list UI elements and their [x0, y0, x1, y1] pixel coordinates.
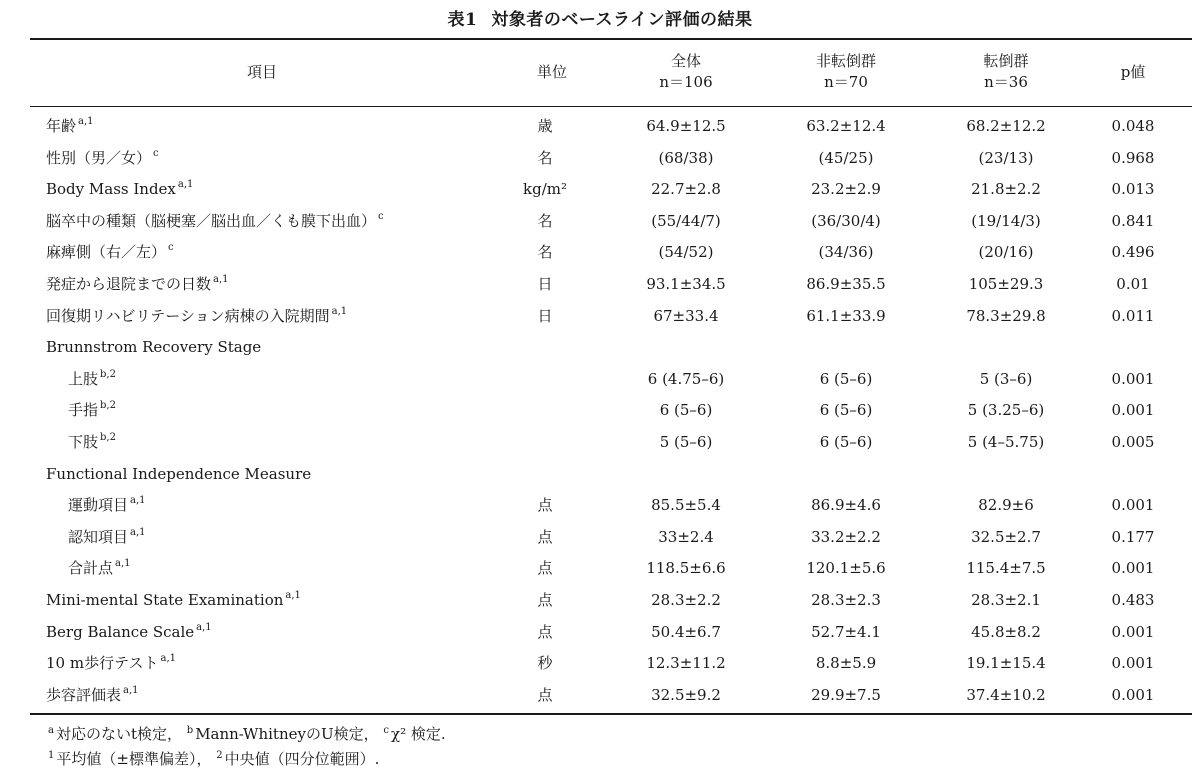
- row-fall: 115.4±7.5: [966, 559, 1046, 578]
- table-row: [0, 522, 1200, 553]
- row-unit: 名: [537, 148, 553, 167]
- row-item: [68, 369, 116, 389]
- row-all: 85.5±5.4: [651, 496, 721, 515]
- row-unit: 日: [537, 275, 553, 293]
- table-row: [0, 585, 1200, 616]
- row-fall: 68.2±12.2: [966, 117, 1046, 135]
- row-p: 0.001: [1111, 685, 1155, 704]
- table-row: [0, 111, 1200, 142]
- table-row: [0, 364, 1200, 395]
- footnote-line-1: [48, 724, 446, 744]
- row-unit: 点: [537, 685, 553, 704]
- table-row: [0, 174, 1200, 205]
- row-all: 67±33.4: [653, 306, 719, 325]
- table-row: [0, 206, 1200, 237]
- row-item: [46, 211, 384, 231]
- row-item-label: Mini-mental State Examination: [46, 591, 284, 609]
- row-unit: 点: [537, 559, 553, 578]
- row-item-footnote-mark: c: [153, 147, 159, 159]
- row-item-label: 運動項目: [68, 496, 129, 515]
- header-non-fall-label: 非転倒群: [815, 52, 877, 70]
- header-p: p値: [1120, 63, 1146, 81]
- row-p: 0.013: [1111, 180, 1155, 199]
- row-p: 0.01: [1116, 275, 1150, 293]
- row-non-fall: 23.2±2.9: [811, 180, 881, 199]
- row-unit: 歳: [537, 117, 553, 135]
- row-unit: 秒: [537, 654, 553, 673]
- row-all: 12.3±11.2: [646, 654, 726, 673]
- row-p: 0.483: [1111, 591, 1155, 609]
- row-non-fall: 120.1±5.6: [806, 559, 886, 578]
- header-non-fall-n: n＝70: [824, 73, 868, 91]
- row-item-label: 性別（男／女）: [46, 148, 152, 167]
- row-item-label: 麻痺側（右／左）: [46, 243, 167, 262]
- row-unit: 点: [537, 527, 553, 546]
- row-all: 6 (4.75–6): [647, 369, 725, 388]
- header-fall: [983, 51, 1028, 93]
- table-row: [0, 680, 1200, 711]
- row-non-fall: 52.7±4.1: [811, 622, 881, 641]
- row-item-footnote-mark: a,1: [177, 179, 194, 191]
- row-all: 50.4±6.7: [651, 622, 721, 641]
- footnote-mark-1: 1: [48, 750, 55, 761]
- row-item: [46, 622, 212, 642]
- row-item-label: Body Mass Index: [46, 180, 176, 199]
- table-label: 表1: [447, 10, 478, 30]
- table-row: [0, 553, 1200, 584]
- row-p: 0.011: [1111, 306, 1155, 325]
- row-item: [68, 432, 116, 452]
- row-fall: 78.3±29.8: [966, 306, 1046, 325]
- table-row: [0, 269, 1200, 300]
- row-all: 5 (5–6): [659, 433, 713, 451]
- header-rule: [30, 106, 1192, 107]
- row-non-fall: (36/30/4): [811, 211, 881, 230]
- row-item-label: 歩容評価表: [46, 685, 122, 704]
- row-fall: 105±29.3: [968, 275, 1044, 293]
- row-all: (55/44/7): [651, 211, 721, 230]
- row-p: 0.177: [1111, 527, 1155, 546]
- row-non-fall: 33.2±2.2: [811, 527, 881, 546]
- header-unit: 単位: [536, 63, 568, 81]
- row-item-footnote-mark: a,1: [130, 495, 146, 507]
- table-row: [0, 395, 1200, 426]
- footnote-text-c: χ² 検定.: [391, 725, 446, 743]
- row-item: [46, 337, 261, 357]
- row-unit: kg/m²: [523, 180, 567, 199]
- row-p: 0.001: [1111, 654, 1155, 673]
- row-all: 22.7±2.8: [651, 180, 721, 199]
- row-item: [46, 685, 139, 705]
- row-item-footnote-mark: a,1: [331, 305, 348, 317]
- header-all: [659, 51, 712, 93]
- row-item: [46, 653, 176, 673]
- row-item-label: Brunnstrom Recovery Stage: [46, 338, 262, 357]
- row-unit: 点: [537, 622, 553, 641]
- row-fall: 37.4±10.2: [966, 685, 1046, 704]
- row-unit: 点: [537, 496, 553, 515]
- row-all: (54/52): [658, 243, 714, 262]
- top-rule: [30, 38, 1192, 40]
- row-non-fall: 86.9±35.5: [806, 275, 886, 293]
- row-unit: 名: [537, 211, 553, 230]
- row-item: [68, 558, 131, 578]
- row-fall: (19/14/3): [971, 211, 1041, 230]
- row-item-label: 脳卒中の種類（脳梗塞／脳出血／くも膜下出血）: [46, 211, 377, 230]
- row-fall: 32.5±2.7: [971, 527, 1041, 546]
- row-fall: 5 (4–5.75): [967, 433, 1045, 451]
- row-p: 0.001: [1111, 559, 1155, 578]
- row-non-fall: 28.3±2.3: [811, 591, 881, 609]
- row-fall: 5 (3–6): [979, 369, 1033, 388]
- row-non-fall: (34/36): [818, 243, 874, 262]
- table-row: [0, 301, 1200, 332]
- header-non-fall: [816, 51, 876, 93]
- row-item-label: 手指: [68, 401, 99, 420]
- row-item-label: 認知項目: [68, 527, 129, 546]
- header-fall-label: 転倒群: [983, 52, 1029, 70]
- table-row: [0, 237, 1200, 268]
- row-fall: (23/13): [978, 148, 1034, 167]
- row-item: [46, 179, 193, 199]
- row-non-fall: (45/25): [818, 148, 874, 167]
- row-unit: 点: [537, 591, 553, 609]
- row-all: (68/38): [658, 148, 714, 167]
- row-all: 93.1±34.5: [646, 275, 726, 293]
- row-item-label: 合計点: [68, 559, 114, 578]
- row-item-label: 10 m歩行テスト: [46, 654, 159, 673]
- row-p: 0.841: [1111, 211, 1155, 230]
- row-p: 0.496: [1111, 243, 1155, 262]
- row-fall: 28.3±2.1: [971, 591, 1041, 609]
- row-item-footnote-mark: b,2: [100, 432, 116, 443]
- row-item-label: 回復期リハビリテーション病棟の入院期間: [46, 306, 330, 325]
- footnote-mark-c: c: [383, 725, 390, 736]
- row-p: 0.968: [1111, 148, 1155, 167]
- row-non-fall: 29.9±7.5: [811, 685, 881, 704]
- header-all-label: 全体: [670, 52, 702, 70]
- row-item-footnote-mark: a,1: [123, 684, 139, 696]
- row-all: 118.5±6.6: [646, 559, 726, 578]
- table-row: [0, 617, 1200, 648]
- row-item-footnote-mark: a,1: [213, 274, 229, 285]
- table-row: [0, 648, 1200, 679]
- footnote-text-a: 対応のないt検定，: [55, 725, 182, 743]
- footnote-text-2: 中央値（四分位範囲）.: [224, 750, 380, 768]
- table-row: [0, 332, 1200, 363]
- row-all: 6 (5–6): [659, 401, 713, 420]
- row-item-label: 下肢: [68, 433, 99, 451]
- row-item: [68, 400, 116, 420]
- row-item-footnote-mark: a,1: [285, 590, 301, 601]
- header-fall-n: n＝36: [984, 73, 1028, 91]
- table-row: [0, 143, 1200, 174]
- row-item-footnote-mark: a,1: [78, 116, 94, 127]
- row-item-label: 年齢: [46, 117, 77, 135]
- row-item-footnote-mark: b,2: [100, 400, 116, 412]
- row-all: 64.9±12.5: [646, 117, 726, 135]
- row-non-fall: 6 (5–6): [819, 369, 873, 388]
- row-item: [46, 242, 174, 262]
- row-item-footnote-mark: c: [168, 242, 174, 254]
- row-all: 32.5±9.2: [651, 685, 721, 704]
- row-item: [68, 527, 146, 547]
- row-fall: 19.1±15.4: [966, 654, 1046, 673]
- row-item: [46, 306, 347, 326]
- row-non-fall: 8.8±5.9: [815, 654, 877, 673]
- row-all: 33±2.4: [658, 527, 714, 546]
- row-fall: (20/16): [978, 243, 1034, 262]
- bottom-rule: [30, 713, 1192, 715]
- row-fall: 45.8±8.2: [971, 622, 1041, 641]
- row-item-footnote-mark: a,1: [160, 653, 176, 665]
- footnote-mark-2: 2: [216, 750, 223, 761]
- row-p: 0.048: [1111, 117, 1155, 135]
- row-all: 28.3±2.2: [651, 591, 721, 609]
- row-item: [46, 116, 94, 136]
- header-all-n: n＝106: [659, 73, 713, 91]
- row-unit: 名: [537, 243, 553, 262]
- row-item-label: Berg Balance Scale: [46, 622, 195, 641]
- row-p: 0.005: [1111, 433, 1155, 451]
- row-item-label: Functional Independence Measure: [46, 464, 312, 483]
- row-p: 0.001: [1111, 369, 1155, 388]
- table-title: [0, 5, 1200, 30]
- footnote-line-2: [48, 749, 379, 769]
- row-p: 0.001: [1111, 496, 1155, 515]
- row-non-fall: 6 (5–6): [819, 401, 873, 420]
- row-item-label: 上肢: [68, 369, 99, 388]
- footnote-text-b: Mann-WhitneyのU検定，: [195, 725, 379, 743]
- table-row: [0, 427, 1200, 458]
- row-item-footnote-mark: a,1: [196, 621, 212, 633]
- row-non-fall: 63.2±12.4: [806, 117, 886, 135]
- footnote-mark-b: b: [186, 725, 194, 736]
- row-p: 0.001: [1111, 401, 1155, 420]
- row-item: [46, 148, 159, 168]
- row-item-footnote-mark: b,2: [100, 368, 116, 380]
- row-non-fall: 86.9±4.6: [811, 496, 881, 515]
- footnote-text-1: 平均値（±標準偏差），: [56, 750, 212, 768]
- row-item: [46, 464, 311, 484]
- footnote-mark-a: a: [48, 725, 54, 736]
- row-item: [68, 495, 146, 515]
- header-item: 項目: [246, 63, 278, 81]
- row-fall: 21.8±2.2: [971, 180, 1041, 199]
- row-item: [46, 590, 301, 610]
- row-fall: 5 (3.25–6): [967, 401, 1045, 420]
- row-item-footnote-mark: a,1: [130, 526, 146, 538]
- row-fall: 82.9±6: [978, 496, 1034, 515]
- row-item: [46, 274, 229, 294]
- row-non-fall: 6 (5–6): [819, 433, 873, 451]
- row-p: 0.001: [1111, 622, 1155, 641]
- row-item-label: 発症から退院までの日数: [46, 275, 212, 293]
- row-item-footnote-mark: a,1: [115, 558, 131, 570]
- table-row: [0, 490, 1200, 521]
- row-non-fall: 61.1±33.9: [806, 306, 886, 325]
- table-title-text: 対象者のベースライン評価の結果: [491, 10, 753, 30]
- table-row: [0, 459, 1200, 490]
- row-unit: 日: [537, 306, 553, 325]
- row-item-footnote-mark: c: [378, 210, 384, 222]
